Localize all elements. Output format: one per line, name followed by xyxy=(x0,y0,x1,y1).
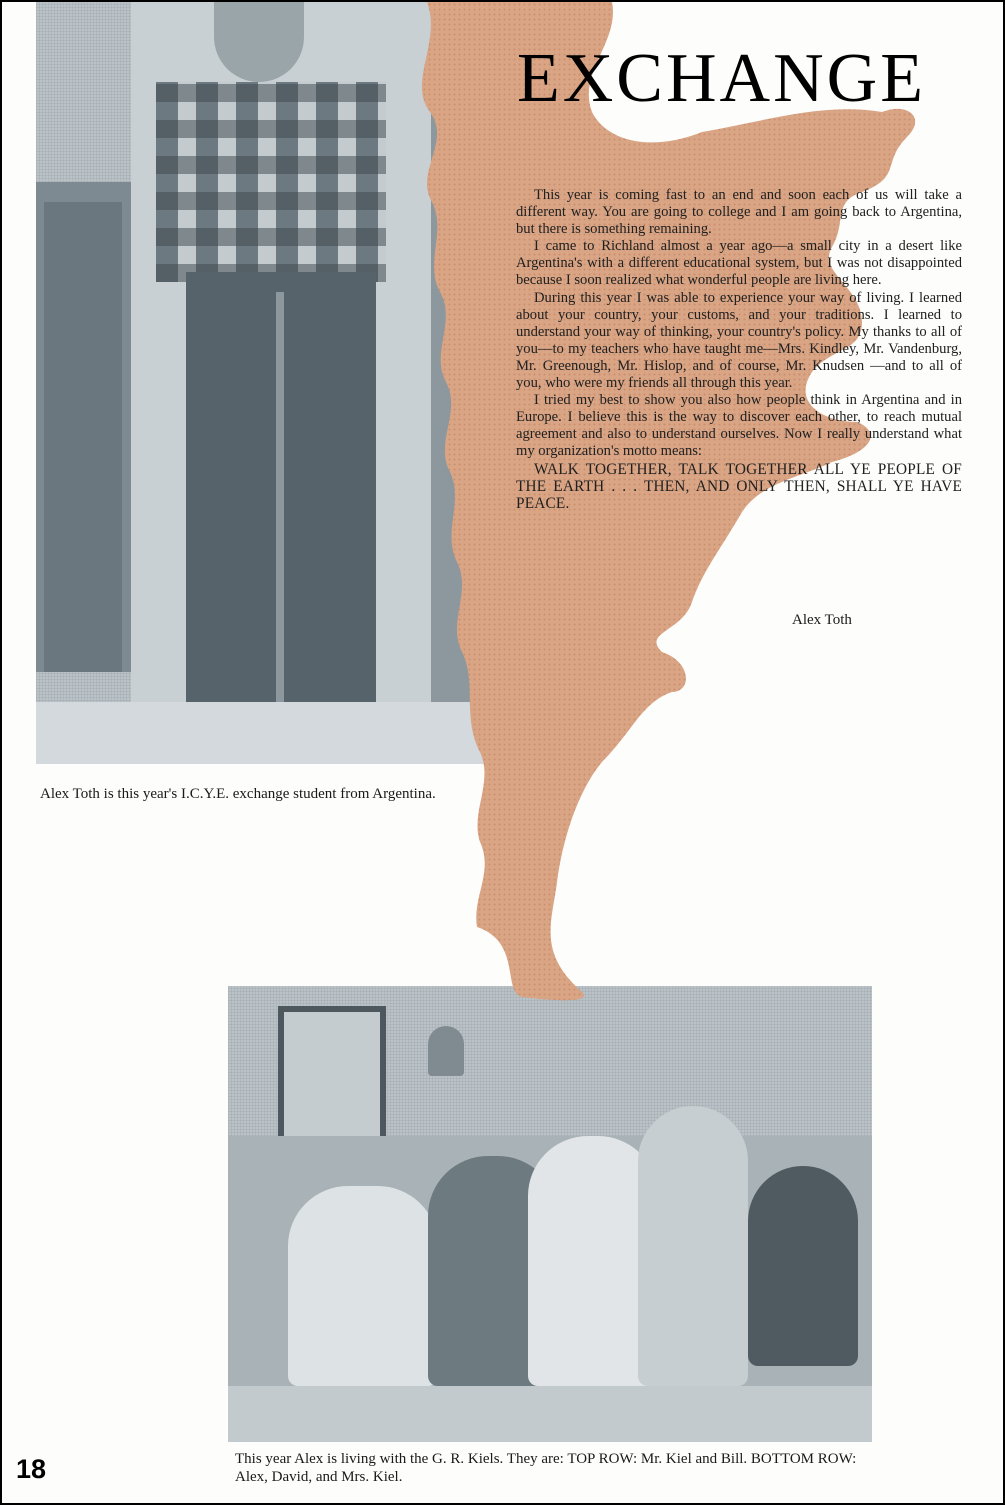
article-paragraph: I came to Richland almost a year ago—a small city in a desert like Argentina's with a different educational system, but I was not disappointed because I soon realized what wonderful people are living here. xyxy=(516,238,962,289)
bottom-photo-caption: This year Alex is living with the G. R. Kiels. They are: TOP ROW: Mr. Kiel and Bill. BOTTOM ROW: Alex, David, and Mrs. Kiel. xyxy=(235,1451,857,1485)
page-title: EXCHANGE xyxy=(517,40,926,117)
article-signature: Alex Toth xyxy=(792,612,852,628)
article-body xyxy=(516,187,962,512)
article-paragraph: This year is coming fast to an end and soon each of us will take a different way. You are going to college and I am going back to Argentina, but there is something remaining. xyxy=(516,187,962,238)
article-paragraph: I tried my best to show you also how people think in Argentina and in Europe. I believe this is the way to discover each other, to reach mutual agreement and also to understand ourselves. Now I really understand what my organization's motto means: xyxy=(516,392,962,460)
top-photo-caption: Alex Toth is this year's I.C.Y.E. exchange student from Argentina. xyxy=(40,786,436,802)
organization-motto: WALK TOGETHER, TALK TOGETHER ALL YE PEOPLE OF THE EARTH . . . THEN, AND ONLY THEN, SHALL YE HAVE PEACE. xyxy=(516,460,962,512)
article-paragraph: During this year I was able to experience your way of living. I learned about your country, your customs, and your traditions. I learned to understand your way of thinking, your country's policy. My thanks to all of you—to my teachers who have taught me—Mrs. Kindley, Mr. Vandenburg, Mr. Greenough, Mr. Hislop, and of course, Mr. Knudsen —and to all of you, who were my friends all through this year. xyxy=(516,289,962,392)
page-number: 18 xyxy=(16,1454,47,1484)
